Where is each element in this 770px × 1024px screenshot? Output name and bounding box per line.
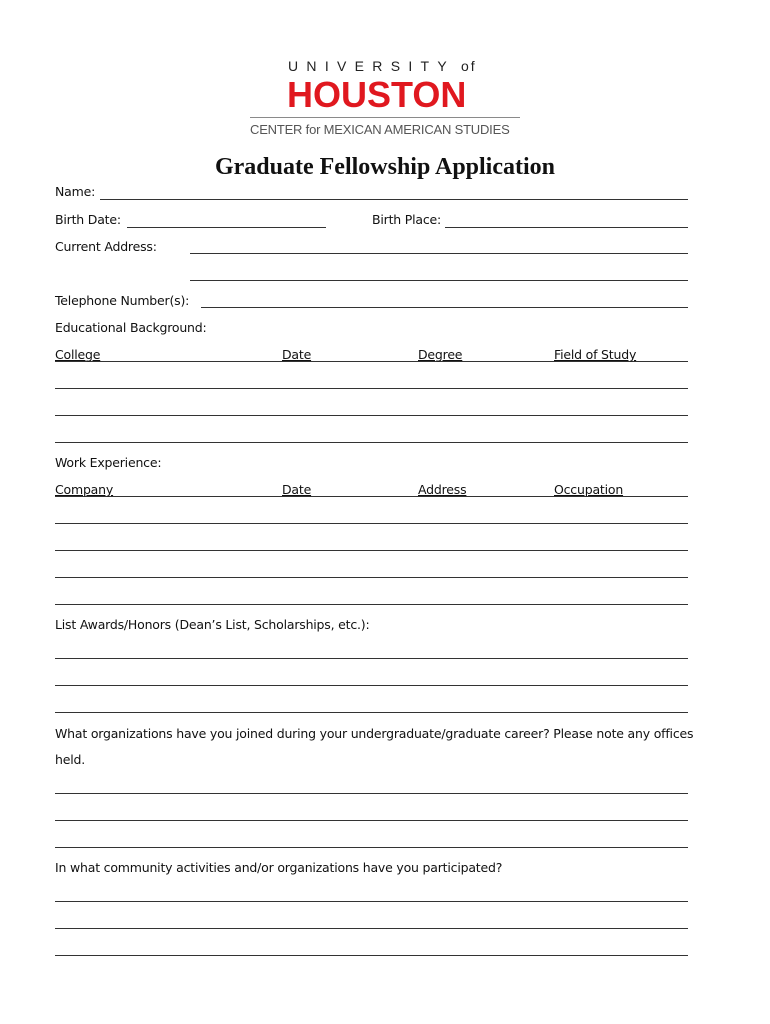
work-row-line-2[interactable] xyxy=(55,550,688,551)
education-column-field-of-study: Field of Study xyxy=(554,347,637,362)
work-column-date: Date xyxy=(282,482,312,497)
work-row-line-3[interactable] xyxy=(55,577,688,578)
address-field-line-2[interactable] xyxy=(190,280,688,281)
organizations-line-3[interactable] xyxy=(55,847,688,848)
current-address-label: Current Address: xyxy=(55,239,157,254)
organizations-line-1[interactable] xyxy=(55,793,688,794)
awards-line-2[interactable] xyxy=(55,685,688,686)
work-experience-label: Work Experience: xyxy=(55,455,162,470)
awards-line-3[interactable] xyxy=(55,712,688,713)
logo-divider xyxy=(250,117,520,118)
awards-prompt: List Awards/Honors (Dean’s List, Scholarships, etc.): xyxy=(55,617,370,632)
awards-line-1[interactable] xyxy=(55,658,688,659)
logo-houston-text: HOUSTON xyxy=(287,74,467,115)
organizations-prompt-line-1: What organizations have you joined during your undergraduate/graduate career? Please note any offices xyxy=(55,726,694,741)
education-column-degree: Degree xyxy=(418,347,463,362)
birth-place-field-line[interactable] xyxy=(445,227,688,228)
work-row-line-4[interactable] xyxy=(55,604,688,605)
address-field-line-1[interactable] xyxy=(190,253,688,254)
work-row-line-1[interactable] xyxy=(55,523,688,524)
work-column-company: Company xyxy=(55,482,114,497)
education-column-date: Date xyxy=(282,347,312,362)
birth-date-field-line[interactable] xyxy=(127,227,326,228)
work-column-address: Address xyxy=(418,482,467,497)
telephone-field-line[interactable] xyxy=(201,307,688,308)
educational-background-label: Educational Background: xyxy=(55,320,207,335)
name-field-line[interactable] xyxy=(100,199,688,200)
logo-of-word: of xyxy=(461,58,477,74)
telephone-label: Telephone Number(s): xyxy=(55,293,190,308)
logo-university-text xyxy=(288,58,488,74)
education-row-line-3[interactable] xyxy=(55,442,688,443)
community-prompt: In what community activities and/or organizations have you participated? xyxy=(55,860,503,875)
birth-place-label: Birth Place: xyxy=(372,212,442,227)
education-column-college: College xyxy=(55,347,101,362)
logo-center-name: CENTER for MEXICAN AMERICAN STUDIES xyxy=(250,122,510,137)
community-line-3[interactable] xyxy=(55,955,688,956)
community-line-2[interactable] xyxy=(55,928,688,929)
birth-date-label: Birth Date: xyxy=(55,212,121,227)
work-column-occupation: Occupation xyxy=(554,482,624,497)
organizations-line-2[interactable] xyxy=(55,820,688,821)
name-label: Name: xyxy=(55,184,96,199)
logo-university-word: UNIVERSITY xyxy=(288,58,456,74)
education-row-line-1[interactable] xyxy=(55,388,688,389)
page-title: Graduate Fellowship Application xyxy=(214,154,556,180)
organizations-prompt-line-2: held. xyxy=(55,752,85,767)
community-line-1[interactable] xyxy=(55,901,688,902)
education-row-line-2[interactable] xyxy=(55,415,688,416)
